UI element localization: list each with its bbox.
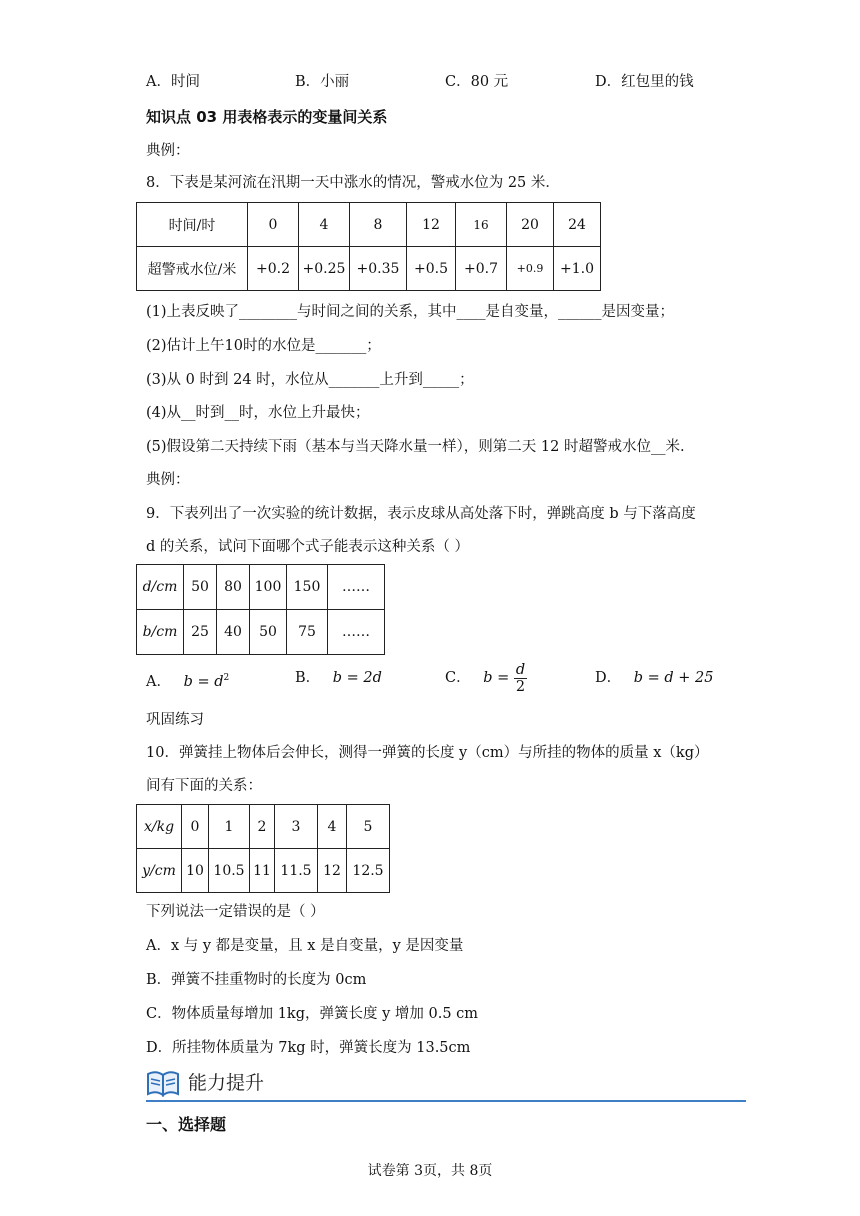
table-row	[137, 610, 385, 655]
table-cell: 50	[184, 565, 217, 610]
q10-option-a: A．x 与 y 都是变量，且 x 是自变量，y 是因变量	[146, 938, 464, 954]
table-row	[137, 849, 390, 893]
table-cell: 40	[217, 610, 250, 655]
q10-stem-line1: 10．弹簧挂上物体后会伸长，测得一弹簧的长度 y（cm）与所挂的物体的质量 x（kg）	[146, 745, 709, 761]
example-label: 典例：	[146, 472, 190, 488]
table-row	[137, 565, 385, 610]
q9-option-a: A． $b = d^2$	[146, 673, 230, 690]
table-cell: +0.2	[248, 247, 299, 291]
table-cell: 20	[507, 203, 554, 247]
table-cell: +0.35	[350, 247, 407, 291]
q10-question: 下列说法一定错误的是（ ）	[146, 904, 325, 920]
q10-table	[136, 804, 390, 893]
table-header-cell: 时间/时	[137, 203, 248, 247]
table-cell: +0.9	[507, 247, 554, 291]
table-cell: 10.5	[209, 849, 250, 893]
table-cell: 80	[217, 565, 250, 610]
practice-label: 巩固练习	[146, 712, 204, 728]
q9-stem-line1: 9．下表列出了一次实验的统计数据，表示皮球从高处落下时，弹跳高度 b 与下落高度	[146, 506, 696, 522]
table-header-cell: d/cm	[137, 565, 184, 610]
table-cell: 150	[287, 565, 328, 610]
example-label: 典例：	[146, 143, 190, 159]
table-cell: +0.7	[456, 247, 507, 291]
table-cell: 0	[248, 203, 299, 247]
q8-sub-5: (5)假设第二天持续下雨（基本与当天降水量一样），则第二天 12 时超警戒水位__米.	[146, 439, 685, 455]
section-choice-title: 一、选择题	[146, 1115, 227, 1134]
table-cell: 0	[182, 805, 209, 849]
banner-divider	[146, 1100, 746, 1102]
table-cell: 16	[456, 203, 507, 247]
q8-sub-1: (1)上表反映了________与时间之间的关系，其中____是自变量，______是因变量；	[146, 304, 675, 320]
q8-sub-2: (2)估计上午10时的水位是_______；	[146, 338, 381, 354]
q10-stem-line2: 间有下面的关系：	[146, 778, 262, 794]
q7-option-c: C．80 元	[445, 74, 509, 90]
table-cell: 12	[318, 849, 347, 893]
q9-option-d: D． b = d + 25	[595, 670, 714, 686]
table-cell: +0.25	[299, 247, 350, 291]
table-header-cell: y/cm	[137, 849, 182, 893]
q9-option-b: B． b = 2d	[295, 670, 382, 686]
table-cell: 8	[350, 203, 407, 247]
section-title: 知识点 03 用表格表示的变量间关系	[146, 108, 388, 126]
table-row	[137, 247, 601, 291]
table-cell: 11.5	[275, 849, 318, 893]
table-row	[137, 805, 390, 849]
table-cell: 24	[554, 203, 601, 247]
q10-option-c: C．物体质量每增加 1kg，弹簧长度 y 增加 0.5 cm	[146, 1006, 479, 1022]
table-cell: 4	[299, 203, 350, 247]
fraction: $\frac{d}{2}$	[515, 661, 526, 695]
table-cell: 100	[250, 565, 287, 610]
q8-sub-3: (3)从 0 时到 24 时，水位从_______上升到_____；	[146, 372, 474, 388]
table-cell: 75	[287, 610, 328, 655]
q9-option-c: C． b = $\frac{d}{2}$	[445, 661, 526, 695]
table-cell: 2	[250, 805, 275, 849]
table-header-cell: b/cm	[137, 610, 184, 655]
q9-table	[136, 564, 385, 655]
table-cell: 50	[250, 610, 287, 655]
table-header-cell: x/kg	[137, 805, 182, 849]
table-cell: 3	[275, 805, 318, 849]
page-footer: 试卷第 3页，共 8页	[367, 1163, 493, 1179]
q7-option-b: B．小丽	[295, 74, 350, 90]
q8-table	[136, 202, 601, 291]
table-header-cell: 超警戒水位/米	[137, 247, 248, 291]
q10-option-b: B．弹簧不挂重物时的长度为 0cm	[146, 972, 367, 988]
q8-stem: 8．下表是某河流在汛期一天中涨水的情况，警戒水位为 25 米．	[146, 175, 560, 191]
table-cell: +1.0	[554, 247, 601, 291]
q7-option-a: A．时间	[146, 74, 200, 90]
table-cell: 4	[318, 805, 347, 849]
table-cell: 5	[347, 805, 390, 849]
banner-title: 能力提升	[188, 1072, 265, 1094]
table-row	[137, 203, 601, 247]
q7-option-d: D．红包里的钱	[595, 74, 694, 90]
table-cell: 11	[250, 849, 275, 893]
table-cell: 10	[182, 849, 209, 893]
book-icon	[146, 1068, 180, 1102]
q10-option-d: D．所挂物体质量为 7kg 时，弹簧长度为 13.5cm	[146, 1040, 471, 1056]
table-cell: ……	[328, 610, 385, 655]
q9-stem-line2: d 的关系，试问下面哪个式子能表示这种关系（ ）	[146, 539, 469, 555]
table-cell: +0.5	[407, 247, 456, 291]
table-cell: 12	[407, 203, 456, 247]
table-cell: 25	[184, 610, 217, 655]
table-cell: 12.5	[347, 849, 390, 893]
q8-sub-4: (4)从__时到__时，水位上升最快；	[146, 405, 370, 421]
table-cell: 1	[209, 805, 250, 849]
table-cell: ……	[328, 565, 385, 610]
